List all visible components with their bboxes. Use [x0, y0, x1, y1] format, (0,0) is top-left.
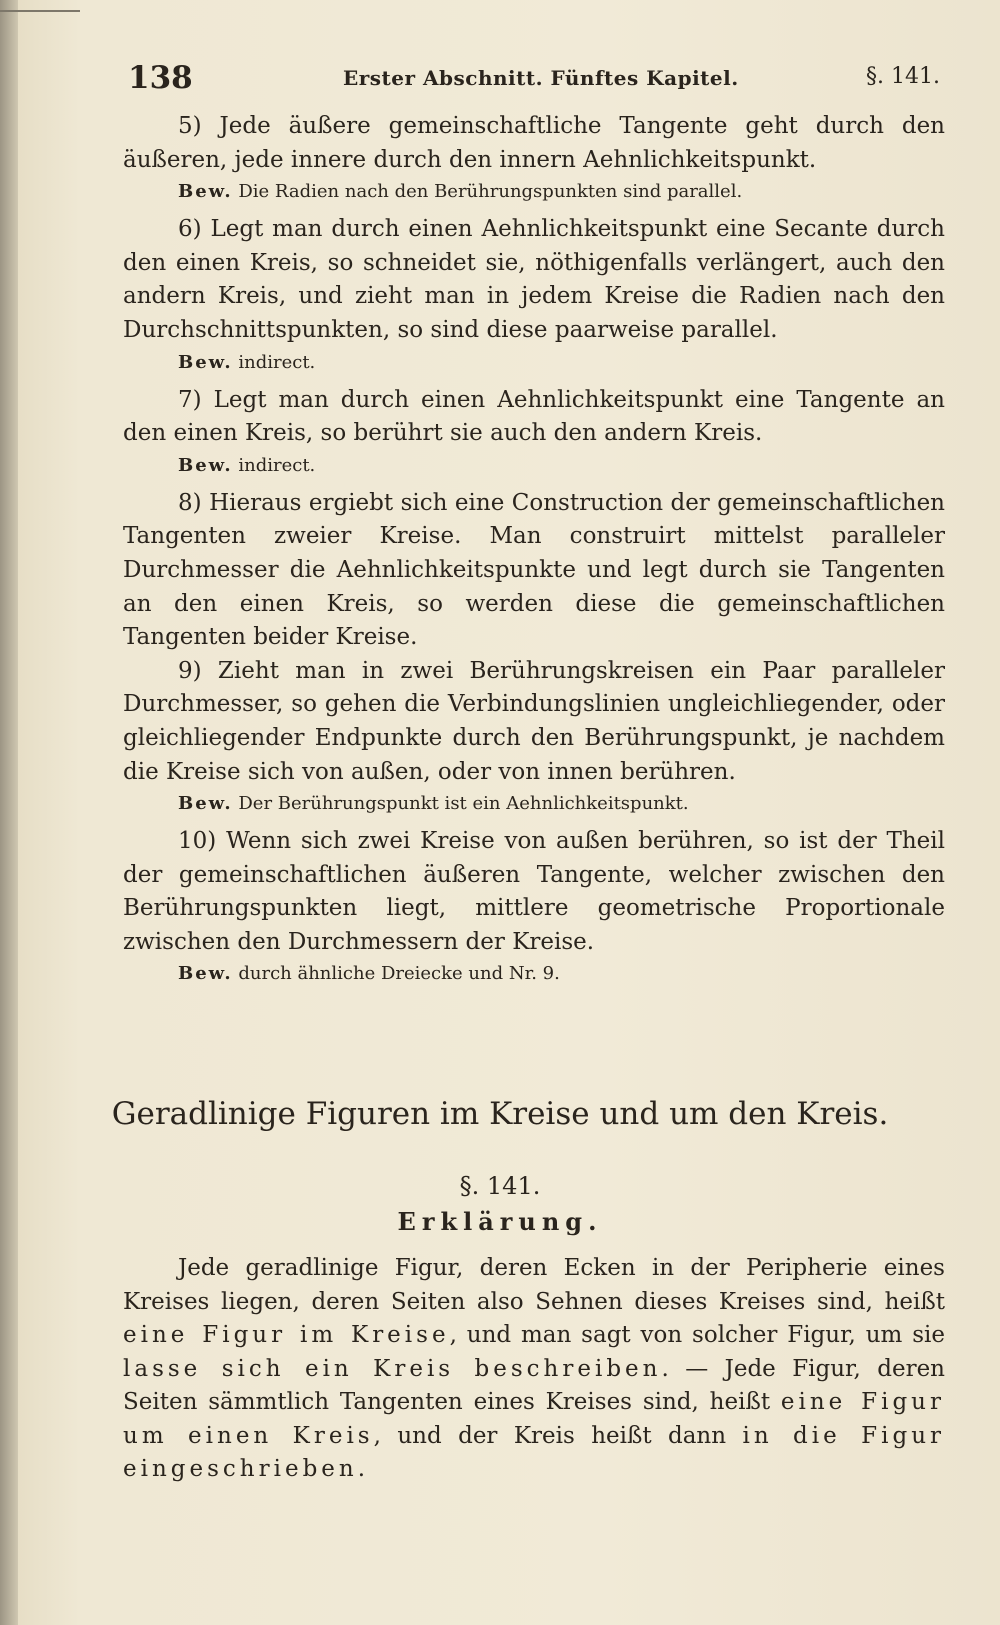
proof-note-10	[123, 959, 945, 989]
proof-label: Bew.	[178, 963, 233, 985]
proposition-5: 5) Jede äußere gemeinschaftliche Tangente geht durch den äußeren, jede innere durch den innern Aehnlichkeitspunkt.	[123, 113, 945, 173]
page-top-rule	[0, 10, 80, 12]
definition-text: Jede geradlinige Figur, deren Ecken in der Peripherie eines Kreises liegen, deren Seiten also Sehnen dieses Kreises sind, heißt	[123, 1255, 945, 1315]
header-section-ref: §. 141.	[866, 64, 940, 89]
page-number: 138	[128, 60, 193, 96]
page-body	[123, 110, 945, 995]
proof-label: Bew.	[178, 351, 233, 373]
definition-text: .	[357, 1456, 366, 1482]
definition-term: lasse sich ein Kreis beschreiben	[123, 1355, 662, 1382]
definition-term: eine Figur im Kreise	[123, 1322, 450, 1348]
page-binding-edge	[0, 0, 18, 1625]
proposition-7: 7) Legt man durch einen Aehnlichkeitspunkt eine Tangente an den einen Kreis, so berührt sie auch den andern Kreis.	[123, 386, 945, 447]
proof-label: Bew.	[178, 181, 233, 203]
proof-note-7	[123, 451, 945, 481]
running-title: Erster Abschnitt. Fünftes Kapitel.	[343, 66, 739, 90]
section-subheading: Erklärung.	[397, 1207, 603, 1236]
proposition-6: 6) Legt man durch einen Aehnlichkeitspunkt eine Secante durch den einen Kreis, so schneidet sie, nöthigenfalls verlängert, auch den andern Kreis, und zieht man in jedem Kreise die Radien nach den Durchschnittspunkten, so sind diese paarweise parallel.	[123, 216, 945, 343]
proof-note-9	[123, 789, 945, 819]
definition-text: , und der Kreis heißt dann	[373, 1422, 743, 1449]
proof-text: Die Radien nach den Berührungspunkten sind parallel.	[238, 181, 743, 203]
proof-label: Bew.	[178, 454, 233, 476]
page-header	[128, 60, 940, 100]
definition-text: , und man sagt von solcher Figur, um sie	[449, 1322, 945, 1348]
proposition-10: 10) Wenn sich zwei Kreise von außen berühren, so ist der Theil der gemeinschaftlichen äußeren Tangente, welcher zwischen den Berührungspunkten liegt, mittlere geometrische Proportionale zwischen den Durchmessern der Kreise.	[123, 828, 945, 955]
proof-text: indirect.	[238, 454, 316, 476]
proof-text: indirect.	[238, 351, 316, 373]
proof-text: Der Berührungspunkt ist ein Aehnlichkeitspunkt.	[238, 793, 689, 815]
proof-label: Bew.	[178, 793, 233, 815]
proposition-9: 9) Zieht man in zwei Berührungskreisen ein Paar paralleler Durchmesser, so gehen die Verbindungslinien ungleichliegender, oder gleichliegender Endpunkte durch den Berührungspunkt, je nachdem die Kreise sich von außen, oder von innen berühren.	[123, 657, 945, 785]
definition-term: in die Figur eingeschrieben	[123, 1422, 945, 1482]
proposition-8: 8) Hieraus ergiebt sich eine Construction der gemeinschaftlichen Tangenten zweier Kreise. Man construirt mittelst paralleler Durchmesser die Aehnlichkeitspunkte und legt durch sie Tangenten an den einen Kreis, so werden diese die gemeinschaftlichen Tangenten beider Kreise.	[123, 489, 945, 651]
chapter-heading: Geradlinige Figuren im Kreise und um den Kreis.	[111, 1096, 889, 1132]
proof-note-5	[123, 177, 945, 207]
section-number: §. 141.	[459, 1172, 541, 1200]
definition-text: . — Jede Figur, deren Seiten sämmtlich Tangenten eines Kreises sind, heißt	[123, 1355, 945, 1415]
definition-paragraph	[123, 1252, 945, 1487]
proof-text: durch ähnliche Dreiecke und Nr. 9.	[238, 963, 560, 985]
definition-term: eine Figur um einen Kreis	[123, 1389, 945, 1449]
proof-note-6	[123, 348, 945, 378]
